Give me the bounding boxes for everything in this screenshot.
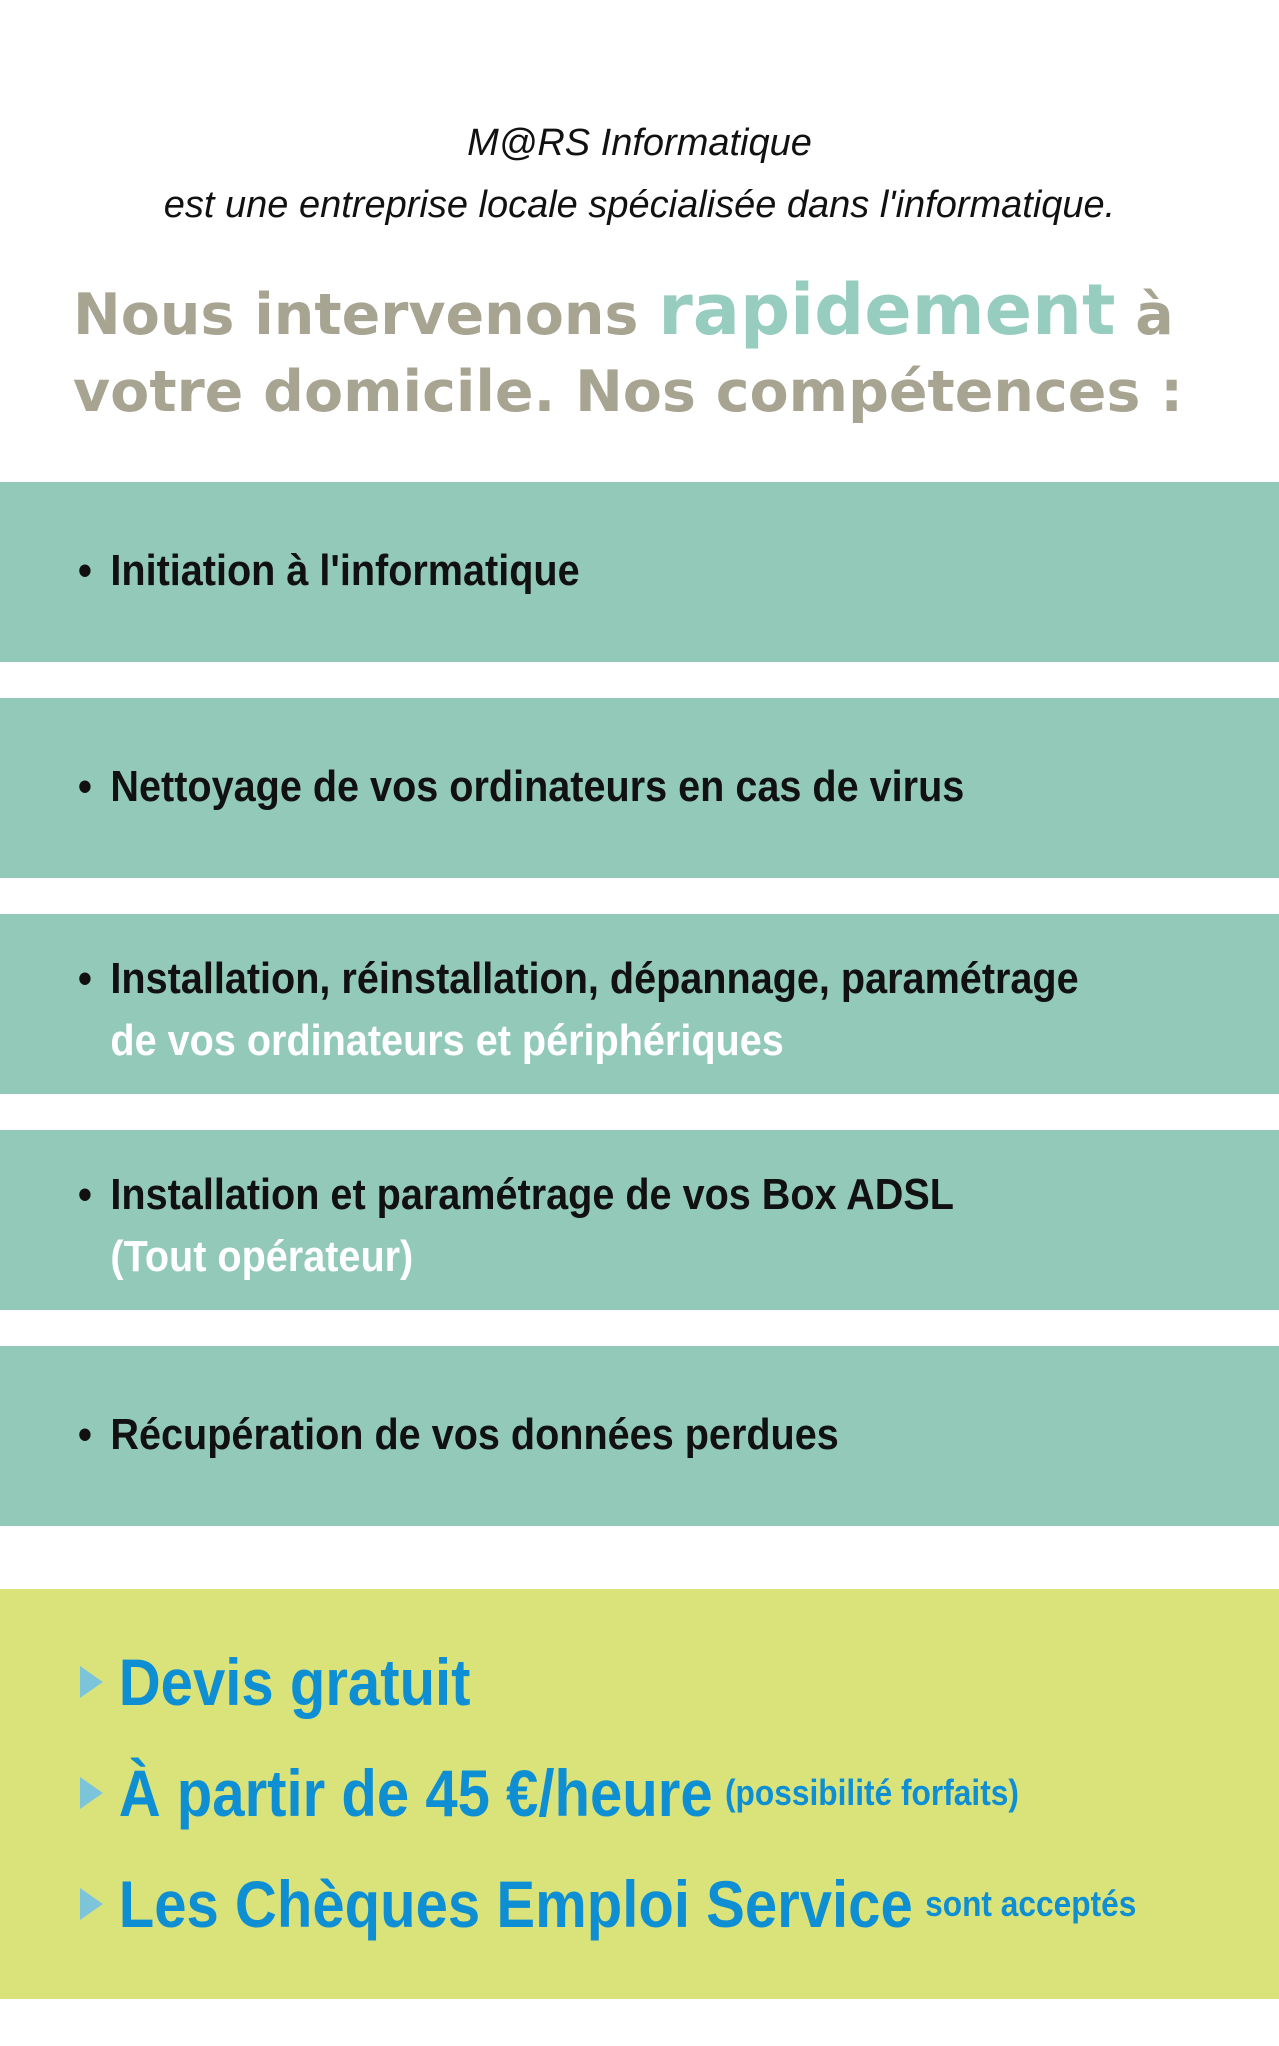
company-intro (0, 112, 1279, 236)
offer-item (80, 1866, 1136, 1942)
offer-note: (possibilité forfaits) (724, 1772, 1019, 1813)
offer-main: Les Chèques Emploi Service (118, 1867, 913, 1941)
competence-item (78, 540, 580, 602)
offer-main: Devis gratuit (118, 1645, 471, 1719)
competence-detail: (Tout opérateur) (110, 1232, 414, 1281)
competence-detail: de vos ordinateurs et périphériques (110, 1016, 784, 1065)
offer-main: À partir de 45 €/heure (118, 1756, 713, 1830)
competence-title: Installation et paramétrage de vos Box ADSL (110, 1170, 954, 1219)
headline (73, 269, 1273, 431)
competence-item (78, 756, 964, 818)
headline-line-2: votre domicile. Nos compétences : (73, 359, 1184, 425)
competence-band (0, 914, 1279, 1094)
competence-band (0, 482, 1279, 662)
headline-part-1: Nous intervenons (73, 282, 659, 348)
offer-item (80, 1644, 483, 1720)
triangle-arrow-icon (80, 1888, 103, 1920)
competence-item (78, 1164, 954, 1288)
competence-band (0, 698, 1279, 878)
competence-title: Installation, réinstallation, dépannage, paramétrage (110, 954, 1079, 1003)
bullet-icon: • (78, 546, 92, 595)
bullet-icon: • (78, 762, 92, 811)
triangle-arrow-icon (80, 1777, 103, 1809)
bullet-icon: • (78, 954, 92, 1003)
bullet-icon: • (78, 1170, 92, 1219)
competence-item (78, 1404, 839, 1466)
headline-line-1 (73, 269, 1273, 354)
headline-part-2: à (1115, 282, 1174, 348)
offer-note: sont acceptés (925, 1883, 1137, 1924)
competence-item (78, 948, 1079, 1072)
company-description: est une entreprise locale spécialisée dans l'informatique. (163, 184, 1116, 226)
offer-item (80, 1755, 1019, 1831)
headline-accent: rapidement (658, 269, 1116, 351)
company-name: M@RS Informatique (467, 122, 812, 164)
bullet-icon: • (78, 1410, 92, 1459)
competence-title: Initiation à l'informatique (110, 546, 580, 595)
competence-band (0, 1346, 1279, 1526)
competence-title: Récupération de vos données perdues (110, 1410, 839, 1459)
competence-title: Nettoyage de vos ordinateurs en cas de virus (110, 762, 965, 811)
triangle-arrow-icon (80, 1666, 103, 1698)
offers-panel (0, 1589, 1279, 1999)
competence-band (0, 1130, 1279, 1310)
